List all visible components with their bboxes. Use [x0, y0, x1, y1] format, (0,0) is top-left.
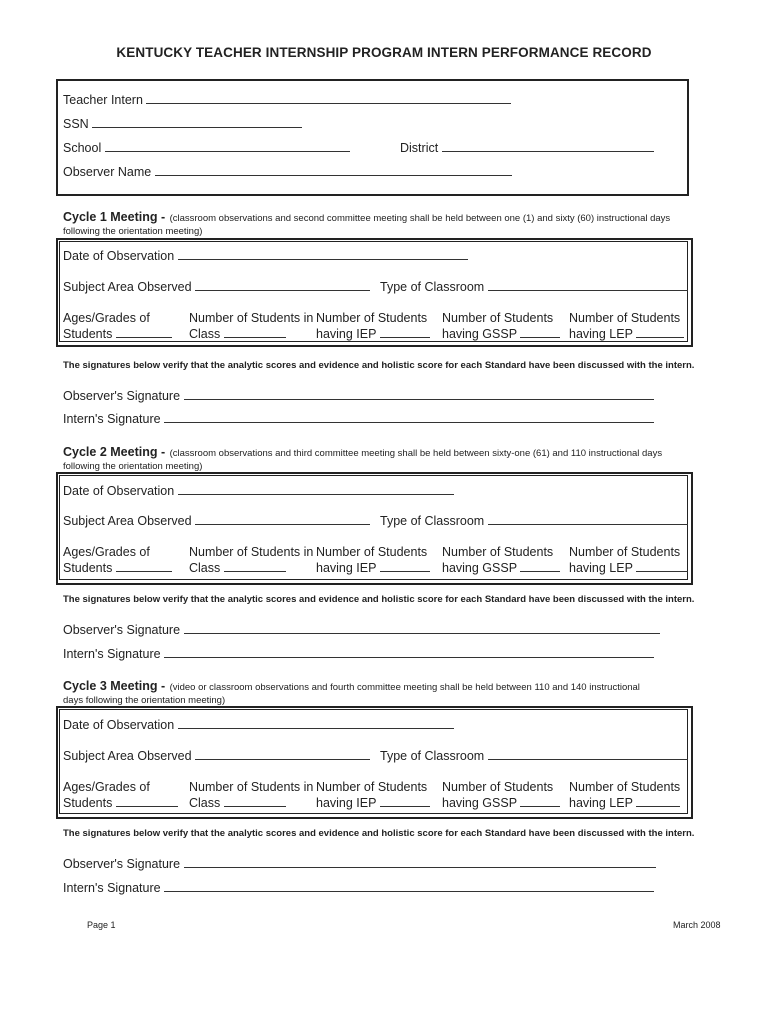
- cycle-1-heading: Cycle 1 Meeting - (classroom observations and second committee meeting shall be held between one (1) and sixty (60) instructional days: [63, 210, 671, 224]
- cycle-3-type-of-classroom: Type of Classroom: [380, 748, 688, 763]
- cycle-2-subject-area: Subject Area Observed: [63, 513, 370, 528]
- page-title: KENTUCKY TEACHER INTERNSHIP PROGRAM INTERN PERFORMANCE RECORD: [116, 45, 652, 60]
- cycle-2-date-of-observation: Date of Observation: [63, 483, 454, 498]
- cycle-3-subject-input-line[interactable]: [195, 748, 370, 760]
- cycle-2-ages-input-line[interactable]: [116, 560, 172, 572]
- cycle-1-note-line2: following the orientation meeting): [63, 226, 203, 237]
- cycle-1-date-input-line[interactable]: [178, 248, 468, 260]
- cycle-2-heading: Cycle 2 Meeting - (classroom observations and third committee meeting shall be held between sixty-one (61) and 110 instructional days: [63, 445, 663, 459]
- school-field: School: [63, 140, 350, 155]
- district-field: District: [400, 140, 654, 155]
- cycle-2-num-lep: Number of Students having LEP: [569, 544, 688, 576]
- cycle-1-iep-input-line[interactable]: [380, 326, 430, 338]
- cycle-3-date-input-line[interactable]: [178, 717, 454, 729]
- cycle-3-iep-input-line[interactable]: [380, 795, 430, 807]
- cycle-1-type-of-classroom: Type of Classroom: [380, 279, 688, 294]
- cycle-1-num-class: Number of Students in Class: [189, 311, 314, 341]
- cycle-2-type-of-classroom: Type of Classroom: [380, 513, 688, 528]
- cycle-2-classroom-input-line[interactable]: [488, 513, 688, 525]
- cycle-1-ages-input-line[interactable]: [116, 326, 172, 338]
- cycle-1-class-input-line[interactable]: [224, 326, 286, 338]
- cycle-1-ages-grades: Ages/Grades of Students: [63, 310, 172, 342]
- cycle-2-lep-input-line[interactable]: [636, 560, 688, 572]
- footer-date: March 2008: [673, 920, 721, 930]
- cycle-3-class-input-line[interactable]: [224, 795, 286, 807]
- cycle-2-observer-signature-line[interactable]: [184, 622, 660, 634]
- cycle-3-ages-input-line[interactable]: [116, 795, 178, 807]
- teacher-intern-input-line[interactable]: [146, 92, 511, 104]
- cycle-3-intern-signature: Intern's Signature: [63, 880, 654, 895]
- cycle-2-intern-signature: Intern's Signature: [63, 646, 654, 661]
- cycle-3-num-iep: Number of Students having IEP: [316, 779, 430, 811]
- cycle-3-classroom-input-line[interactable]: [488, 748, 688, 760]
- cycle-2-class-input-line[interactable]: [224, 560, 286, 572]
- cycle-3-num-gssp: Number of Students having GSSP: [442, 779, 560, 811]
- cycle-3-lep-input-line[interactable]: [636, 795, 680, 807]
- cycle-3-observer-signature: Observer's Signature: [63, 856, 656, 871]
- cycle-2-iep-input-line[interactable]: [380, 560, 430, 572]
- cycle-1-subject-area: Subject Area Observed: [63, 279, 370, 294]
- cycle-1-subject-input-line[interactable]: [195, 279, 370, 291]
- observer-name-input-line[interactable]: [155, 164, 512, 176]
- cycle-1-intern-signature: Intern's Signature: [63, 411, 654, 426]
- cycle-3-heading: Cycle 3 Meeting - (video or classroom observations and fourth committee meeting shall be held between 110 and 140 instructional: [63, 679, 640, 693]
- teacher-intern-field: Teacher Intern: [63, 92, 511, 107]
- cycle-1-observer-signature: Observer's Signature: [63, 388, 654, 403]
- cycle-2-gssp-input-line[interactable]: [520, 560, 560, 572]
- cycle-2-num-gssp: Number of Students having GSSP: [442, 544, 560, 576]
- cycle-2-ages-grades: Ages/Grades of Students: [63, 544, 172, 576]
- cycle-1-observer-signature-line[interactable]: [184, 388, 654, 400]
- cycle-2-signature-notice: The signatures below verify that the analytic scores and evidence and holistic score for each Standard have been discussed with the intern.: [63, 594, 695, 605]
- ssn-input-line[interactable]: [92, 116, 302, 128]
- cycle-2-num-iep: Number of Students having IEP: [316, 544, 430, 576]
- ssn-field: SSN: [63, 116, 302, 131]
- cycle-1-gssp-input-line[interactable]: [520, 326, 560, 338]
- cycle-2-subject-input-line[interactable]: [195, 513, 370, 525]
- cycle-3-num-class: Number of Students in Class: [189, 780, 314, 810]
- cycle-2-intern-signature-line[interactable]: [164, 646, 654, 658]
- cycle-1-date-of-observation: Date of Observation: [63, 248, 468, 263]
- cycle-1-lep-input-line[interactable]: [636, 326, 684, 338]
- cycle-3-intern-signature-line[interactable]: [164, 880, 654, 892]
- cycle-3-observer-signature-line[interactable]: [184, 856, 656, 868]
- cycle-3-num-lep: Number of Students having LEP: [569, 780, 681, 810]
- cycle-2-note-line2: following the orientation meeting): [63, 461, 203, 472]
- cycle-2-date-input-line[interactable]: [178, 483, 454, 495]
- cycle-1-num-iep: Number of Students having IEP: [316, 310, 430, 342]
- cycle-1-num-lep: Number of Students having LEP: [569, 310, 684, 342]
- district-input-line[interactable]: [442, 140, 654, 152]
- cycle-1-signature-notice: The signatures below verify that the analytic scores and evidence and holistic score for each Standard have been discussed with the intern.: [63, 360, 695, 371]
- school-input-line[interactable]: [105, 140, 350, 152]
- cycle-3-ages-grades: Ages/Grades of Students: [63, 779, 178, 811]
- cycle-1-num-gssp: Number of Students having GSSP: [442, 310, 560, 342]
- observer-name-field: Observer Name: [63, 164, 512, 179]
- cycle-2-observer-signature: Observer's Signature: [63, 622, 660, 637]
- cycle-3-subject-area: Subject Area Observed: [63, 748, 370, 763]
- cycle-1-classroom-input-line[interactable]: [488, 279, 688, 291]
- cycle-1-intern-signature-line[interactable]: [164, 411, 654, 423]
- cycle-2-num-class: Number of Students in Class: [189, 545, 314, 575]
- cycle-3-date-of-observation: Date of Observation: [63, 717, 454, 732]
- cycle-3-note-line2: days following the orientation meeting): [63, 695, 226, 706]
- footer-page-number: Page 1: [87, 920, 116, 930]
- cycle-3-signature-notice: The signatures below verify that the analytic scores and evidence and holistic score for each Standard have been discussed with the intern.: [63, 828, 695, 839]
- cycle-3-gssp-input-line[interactable]: [520, 795, 560, 807]
